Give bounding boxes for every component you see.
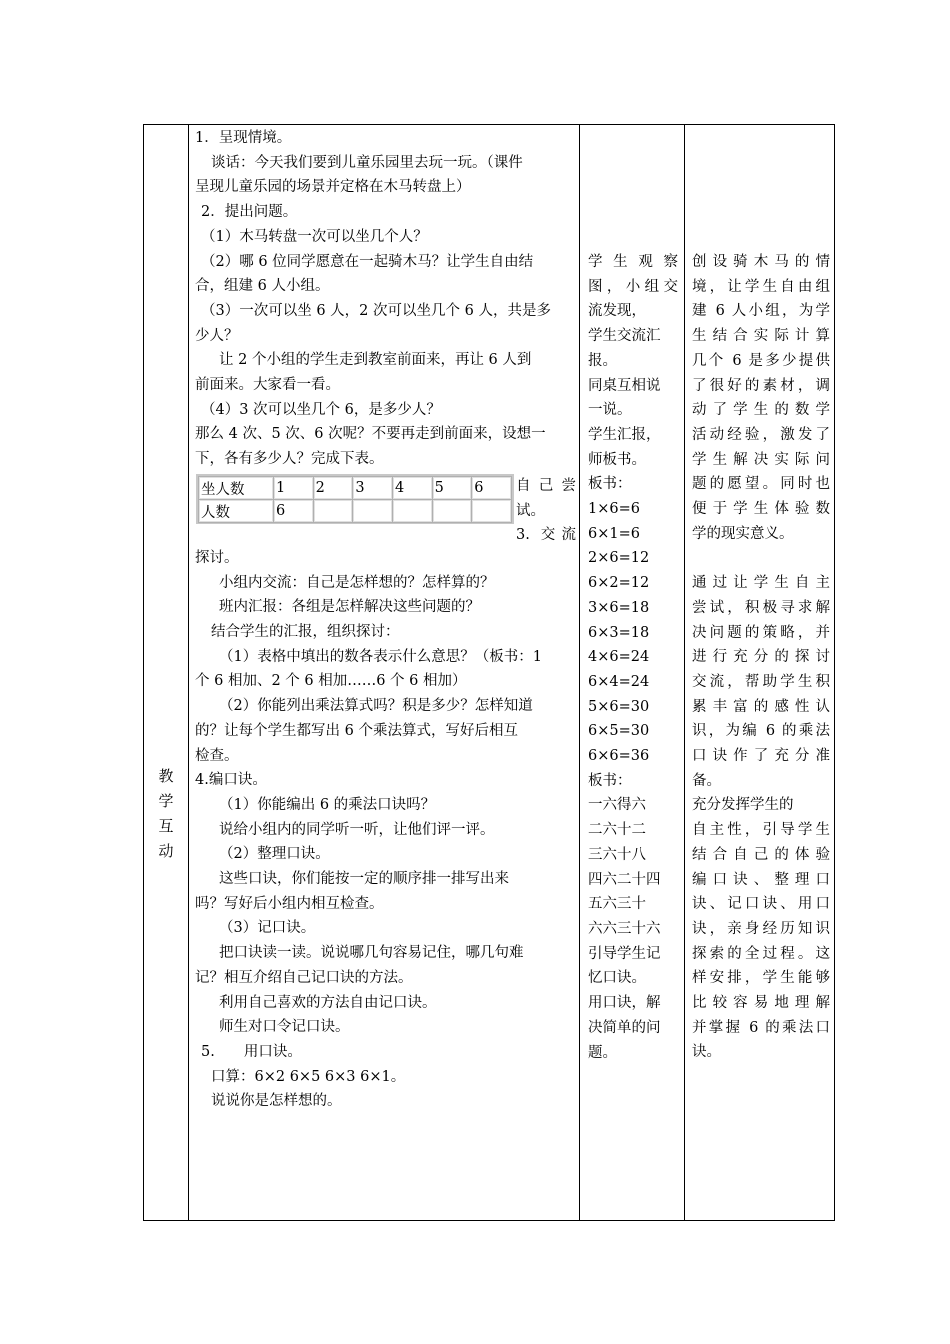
section-label: 教 学 互 动 xyxy=(158,767,174,860)
paragraph-line: 下，各有多少人？完成下表。 xyxy=(195,451,384,468)
teaching-process-column xyxy=(195,126,575,1114)
text-line: 6×4=24 xyxy=(588,673,650,690)
text-line: 2×6=12 xyxy=(588,550,650,567)
step-heading: 3. 交流 xyxy=(516,527,576,544)
paragraph-line: 个 6 相加、2 个 6 相加……6 个 6 相加） xyxy=(195,673,467,690)
table-cell: 4 xyxy=(392,477,432,500)
paragraph-line: （3）一次可以坐 6 人，2 次可以坐几个 6 人，共是多 xyxy=(201,302,551,319)
seating-table xyxy=(196,474,514,524)
text-line: 累丰富的感性认 xyxy=(692,698,830,715)
text-line: 6×2=12 xyxy=(588,575,650,592)
paragraph-line: （2）你能列出乘法算式吗？积是多少？怎样知道 xyxy=(219,698,533,715)
text-line: 5×6=30 xyxy=(588,698,650,715)
text-line: 五六三十 xyxy=(588,896,646,913)
table-cell: 5 xyxy=(432,477,472,500)
table-cell: 坐人数 xyxy=(199,477,274,500)
paragraph-line: 班内汇报：各组是怎样解决这些问题的？ xyxy=(219,599,480,616)
table-row xyxy=(199,500,512,523)
text-line: 活动经验，激发了 xyxy=(692,426,830,443)
text-line: 动了学生的数学 xyxy=(692,402,830,419)
text-line: 二六十二 xyxy=(588,822,646,839)
paragraph-line: 合，组建 6 人小组。 xyxy=(195,278,330,295)
paragraph-line: （1）木马转盘一次可以坐几个人？ xyxy=(201,228,428,245)
table-cell xyxy=(392,500,432,523)
text-line: 备。 xyxy=(692,772,721,789)
step-heading: 1．呈现情境。 xyxy=(195,130,292,146)
text-line: 忆口诀。 xyxy=(588,970,646,987)
text-line: 六六三十六 xyxy=(588,920,661,937)
paragraph-line: 前面来。大家看一看。 xyxy=(195,377,340,394)
text-line: 图，小组交 xyxy=(588,278,678,295)
text-line: 学生交流汇 xyxy=(588,328,661,345)
text-line: 一六得六 xyxy=(588,797,646,814)
text-line: 交流，帮助学生积 xyxy=(692,673,830,690)
text-line: 通过让学生自主 xyxy=(692,575,830,592)
text-line: 结合自己的体验 xyxy=(692,846,830,863)
text-line: 6×6=36 xyxy=(588,748,650,765)
text-line: 学生解决实际问 xyxy=(692,451,830,468)
paragraph-line: （2）整理口诀。 xyxy=(219,846,330,863)
paragraph-line: （1）你能编出 6 的乘法口诀吗？ xyxy=(219,796,436,813)
text-line: 尝试，积极寻求解 xyxy=(692,599,830,616)
paragraph-line: 自己尝 xyxy=(516,478,576,494)
text-line: 一说。 xyxy=(588,402,632,419)
table-cell xyxy=(432,500,472,523)
paragraph-line: 检查。 xyxy=(195,747,239,764)
text-line: 生结合实际计算 xyxy=(692,328,830,345)
paragraph-line: 少人？ xyxy=(195,327,239,344)
text-line: 学生观察 xyxy=(588,254,678,270)
text-line: 创设骑木马的情 xyxy=(692,254,830,270)
table-cell: 2 xyxy=(313,477,353,500)
text-line: 板书： xyxy=(588,476,632,493)
table-cell xyxy=(472,500,512,523)
paragraph-line: 利用自己喜欢的方法自由记口诀。 xyxy=(219,994,437,1011)
paragraph-line: （4）3 次可以坐几个 6，是多少人？ xyxy=(201,401,441,418)
paragraph-line: 让 2 个小组的学生走到教室前面来，再让 6 人到 xyxy=(219,352,532,369)
text-line: 题的愿望。同时也 xyxy=(692,476,830,493)
paragraph-line: 把口诀读一读。说说哪几句容易记住，哪几句难 xyxy=(219,945,524,962)
text-line: 样安排，学生能够 xyxy=(692,970,830,987)
text-line: 诀，亲身经历知识 xyxy=(692,920,830,937)
text-line: 师板书。 xyxy=(588,451,646,468)
paragraph-line: 记？相互介绍自己记口诀的方法。 xyxy=(195,969,413,986)
student-activity-column xyxy=(588,250,678,1065)
text-line: 同桌互相说 xyxy=(588,377,661,394)
text-line: 四六二十四 xyxy=(588,871,661,888)
text-line: 三六十八 xyxy=(588,846,646,863)
step-heading: 5. 用口诀。 xyxy=(201,1043,302,1060)
paragraph-line: 谈话：今天我们要到儿童乐园里去玩一玩。（课件 xyxy=(211,154,523,171)
text-line: 流发现， xyxy=(588,303,646,320)
section-label-cell xyxy=(144,124,188,1219)
table-cell: 6 xyxy=(472,477,512,500)
paragraph-line: （2）哪 6 位同学愿意在一起骑木马？让学生自由结 xyxy=(201,253,534,270)
text-line: 1×6=6 xyxy=(588,501,640,518)
text-line: 识，为编 6 的乘法 xyxy=(692,723,830,740)
paragraph-line: 的？让每个学生都写出 6 个乘法算式，写好后相互 xyxy=(195,722,518,739)
text-line: 用口诀，解 xyxy=(588,995,661,1012)
table-cell xyxy=(353,500,393,523)
text-line: 比较容易地理解 xyxy=(692,995,830,1012)
paragraph-line: 结合学生的汇报，组织探讨： xyxy=(211,624,400,641)
paragraph-line: 说给小组内的同学听一听，让他们评一评。 xyxy=(219,821,495,838)
text-line: 引导学生记 xyxy=(588,945,661,962)
table-cell: 6 xyxy=(274,500,314,523)
paragraph-line: （1）表格中填出的数各表示什么意思？（板书：1 xyxy=(219,648,542,665)
text-line: 口诀作了充分准 xyxy=(692,748,830,765)
text-line: 决问题的策略，并 xyxy=(692,624,830,641)
text-line: 学的现实意义。 xyxy=(692,525,794,542)
paragraph-line: 探讨。 xyxy=(195,549,239,566)
table-side-text xyxy=(516,474,576,548)
paragraph-line: 这些口诀，你们能按一定的顺序排一排写出来 xyxy=(219,871,509,888)
text-line: 报。 xyxy=(588,352,617,369)
text-line: 充分发挥学生的 xyxy=(692,797,794,814)
step-heading: 4.编口诀。 xyxy=(195,772,267,789)
paragraph-line: 呈现儿童乐园的场景并定格在木马转盘上） xyxy=(195,179,471,196)
text-line: 并掌握 6 的乘法口 xyxy=(692,1019,830,1036)
text-line: 建 6 人小组，为学 xyxy=(692,303,830,320)
text-line: 学生汇报， xyxy=(588,426,661,443)
text-line: 诀。 xyxy=(692,1044,721,1061)
text-line: 便于学生体验数 xyxy=(692,501,830,518)
column-divider xyxy=(684,124,685,1221)
text-line: 6×3=18 xyxy=(588,624,650,641)
text-line: 境，让学生自由组 xyxy=(692,278,830,295)
paragraph-line: 吗？写好后小组内相互检查。 xyxy=(195,895,384,912)
text-line: 诀、记口诀、用口 xyxy=(692,896,830,913)
text-line: 探索的全过程。这 xyxy=(692,945,830,962)
paragraph-line: 试。 xyxy=(516,502,545,519)
paragraph-line: 口算：6×2 6×5 6×3 6×1。 xyxy=(211,1068,406,1085)
text-line: 编口诀、整理口 xyxy=(692,871,830,888)
design-intent-column xyxy=(692,250,830,1065)
table-cell: 1 xyxy=(274,477,314,500)
text-line: 3×6=18 xyxy=(588,599,650,616)
paragraph-line: 师生对口令记口诀。 xyxy=(219,1019,350,1036)
text-line: 4×6=24 xyxy=(588,649,650,666)
paragraph-line: （3）记口诀。 xyxy=(219,920,316,937)
text-line: 几个 6 是多少提供 xyxy=(692,352,830,369)
text-line xyxy=(692,546,830,571)
text-line: 题。 xyxy=(588,1044,617,1061)
step-heading: 2．提出问题。 xyxy=(201,204,298,221)
column-divider xyxy=(579,124,580,1221)
paragraph-line: 那么 4 次、5 次、6 次呢？不要再走到前面来，设想一 xyxy=(195,426,546,443)
table-cell xyxy=(313,500,353,523)
text-line: 进行充分的探讨 xyxy=(692,649,830,666)
text-line: 板书： xyxy=(588,772,632,789)
table-cell: 人数 xyxy=(199,500,274,523)
text-line: 决简单的问 xyxy=(588,1019,661,1036)
text-line: 自主性，引导学生 xyxy=(692,822,830,839)
table-row xyxy=(199,477,512,500)
paragraph-line: 说说你是怎样想的。 xyxy=(211,1093,342,1110)
text-line: 6×5=30 xyxy=(588,723,650,740)
paragraph-line: 小组内交流：自己是怎样想的？怎样算的？ xyxy=(219,574,495,591)
column-divider xyxy=(188,124,189,1221)
table-cell: 3 xyxy=(353,477,393,500)
text-line: 6×1=6 xyxy=(588,525,640,542)
text-line: 了很好的素材，调 xyxy=(692,377,830,394)
